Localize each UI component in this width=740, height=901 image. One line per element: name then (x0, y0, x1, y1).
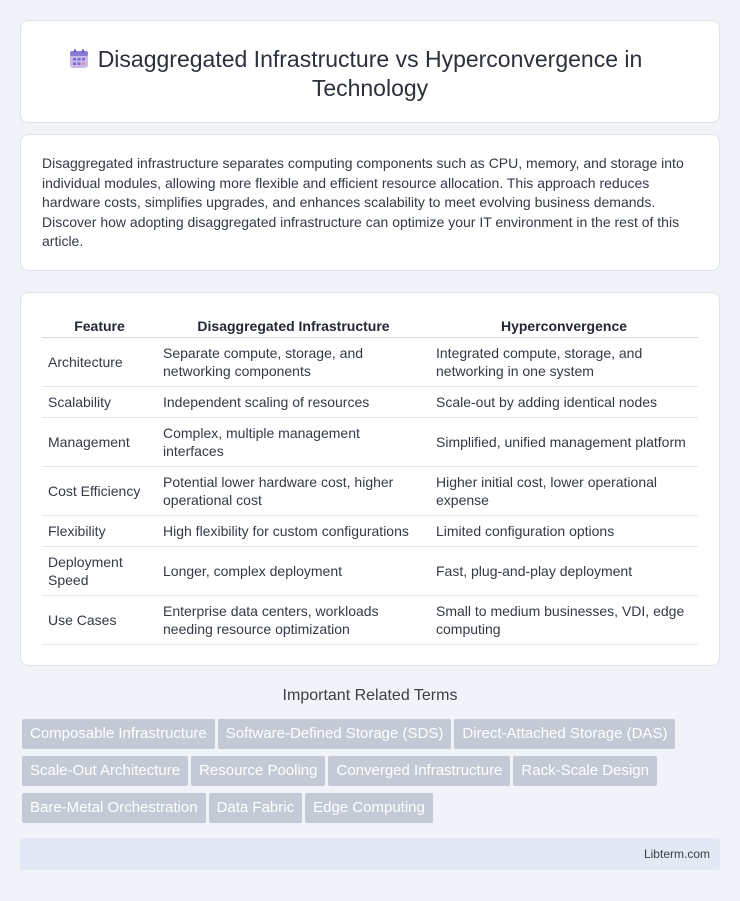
disaggregated-cell: Independent scaling of resources (157, 386, 430, 417)
feature-cell: Cost Efficiency (42, 466, 157, 515)
hyperconvergence-cell: Simplified, unified management platform (430, 417, 698, 466)
disaggregated-cell: Enterprise data centers, workloads needing resource optimization (157, 595, 430, 644)
disaggregated-cell: Longer, complex deployment (157, 546, 430, 595)
table-row (42, 595, 698, 644)
disaggregated-cell: Complex, multiple management interfaces (157, 417, 430, 466)
feature-cell: Management (42, 417, 157, 466)
related-terms-title: Important Related Terms (282, 687, 458, 704)
term-tag[interactable]: Composable Infrastructure (22, 719, 215, 749)
term-tag[interactable]: Bare-Metal Orchestration (22, 793, 206, 823)
term-tag[interactable]: Direct-Attached Storage (DAS) (454, 719, 675, 749)
term-tag[interactable]: Converged Infrastructure (328, 756, 510, 786)
hyperconvergence-cell: Limited configuration options (430, 515, 698, 546)
term-tag[interactable]: Scale-Out Architecture (22, 756, 188, 786)
intro-card (20, 134, 720, 271)
comparison-table (42, 314, 698, 645)
term-tag[interactable]: Software-Defined Storage (SDS) (218, 719, 452, 749)
comparison-card (20, 292, 720, 666)
term-tag[interactable]: Rack-Scale Design (513, 756, 657, 786)
term-tag[interactable]: Data Fabric (209, 793, 303, 823)
table-row (42, 466, 698, 515)
page-title: Disaggregated Infrastructure vs Hyperconvergence in Technology (97, 46, 643, 101)
feature-cell: Architecture (42, 337, 157, 386)
disaggregated-cell: Separate compute, storage, and networking components (157, 337, 430, 386)
disaggregated-cell: Potential lower hardware cost, higher operational cost (157, 466, 430, 515)
table-row (42, 337, 698, 386)
term-tag[interactable]: Resource Pooling (191, 756, 325, 786)
table-row (42, 515, 698, 546)
title-card (20, 20, 720, 123)
related-terms-list (22, 719, 722, 830)
hyperconvergence-cell: Fast, plug-and-play deployment (430, 546, 698, 595)
feature-cell: Flexibility (42, 515, 157, 546)
footer (20, 838, 720, 870)
table-row (42, 417, 698, 466)
term-tag[interactable]: Edge Computing (305, 793, 433, 823)
hyperconvergence-cell: Scale-out by adding identical nodes (430, 386, 698, 417)
feature-cell: Scalability (42, 386, 157, 417)
disaggregated-cell: High flexibility for custom configurations (157, 515, 430, 546)
header-feature: Feature (42, 314, 157, 337)
feature-cell: Deployment Speed (42, 546, 157, 595)
table-row (42, 386, 698, 417)
header-disaggregated: Disaggregated Infrastructure (157, 314, 430, 337)
hyperconvergence-cell: Integrated compute, storage, and networking in one system (430, 337, 698, 386)
hyperconvergence-cell: Small to medium businesses, VDI, edge computing (430, 595, 698, 644)
feature-cell: Use Cases (42, 595, 157, 644)
hyperconvergence-cell: Higher initial cost, lower operational expense (430, 466, 698, 515)
table-row (42, 546, 698, 595)
header-hyperconvergence: Hyperconvergence (430, 314, 698, 337)
intro-paragraph: Disaggregated infrastructure separates computing components such as CPU, memory, and storage into individual modules, allowing more flexible and efficient resource allocation. This approach reduces hardware costs, simplifies upgrades, and enhances scalability to meet evolving business demands. Discover how adopting disaggregated infrastructure can optimize your IT environment in the rest of this article. (42, 155, 684, 250)
footer-site-link[interactable]: Libterm.com (643, 847, 710, 861)
table-header-row (42, 314, 698, 337)
